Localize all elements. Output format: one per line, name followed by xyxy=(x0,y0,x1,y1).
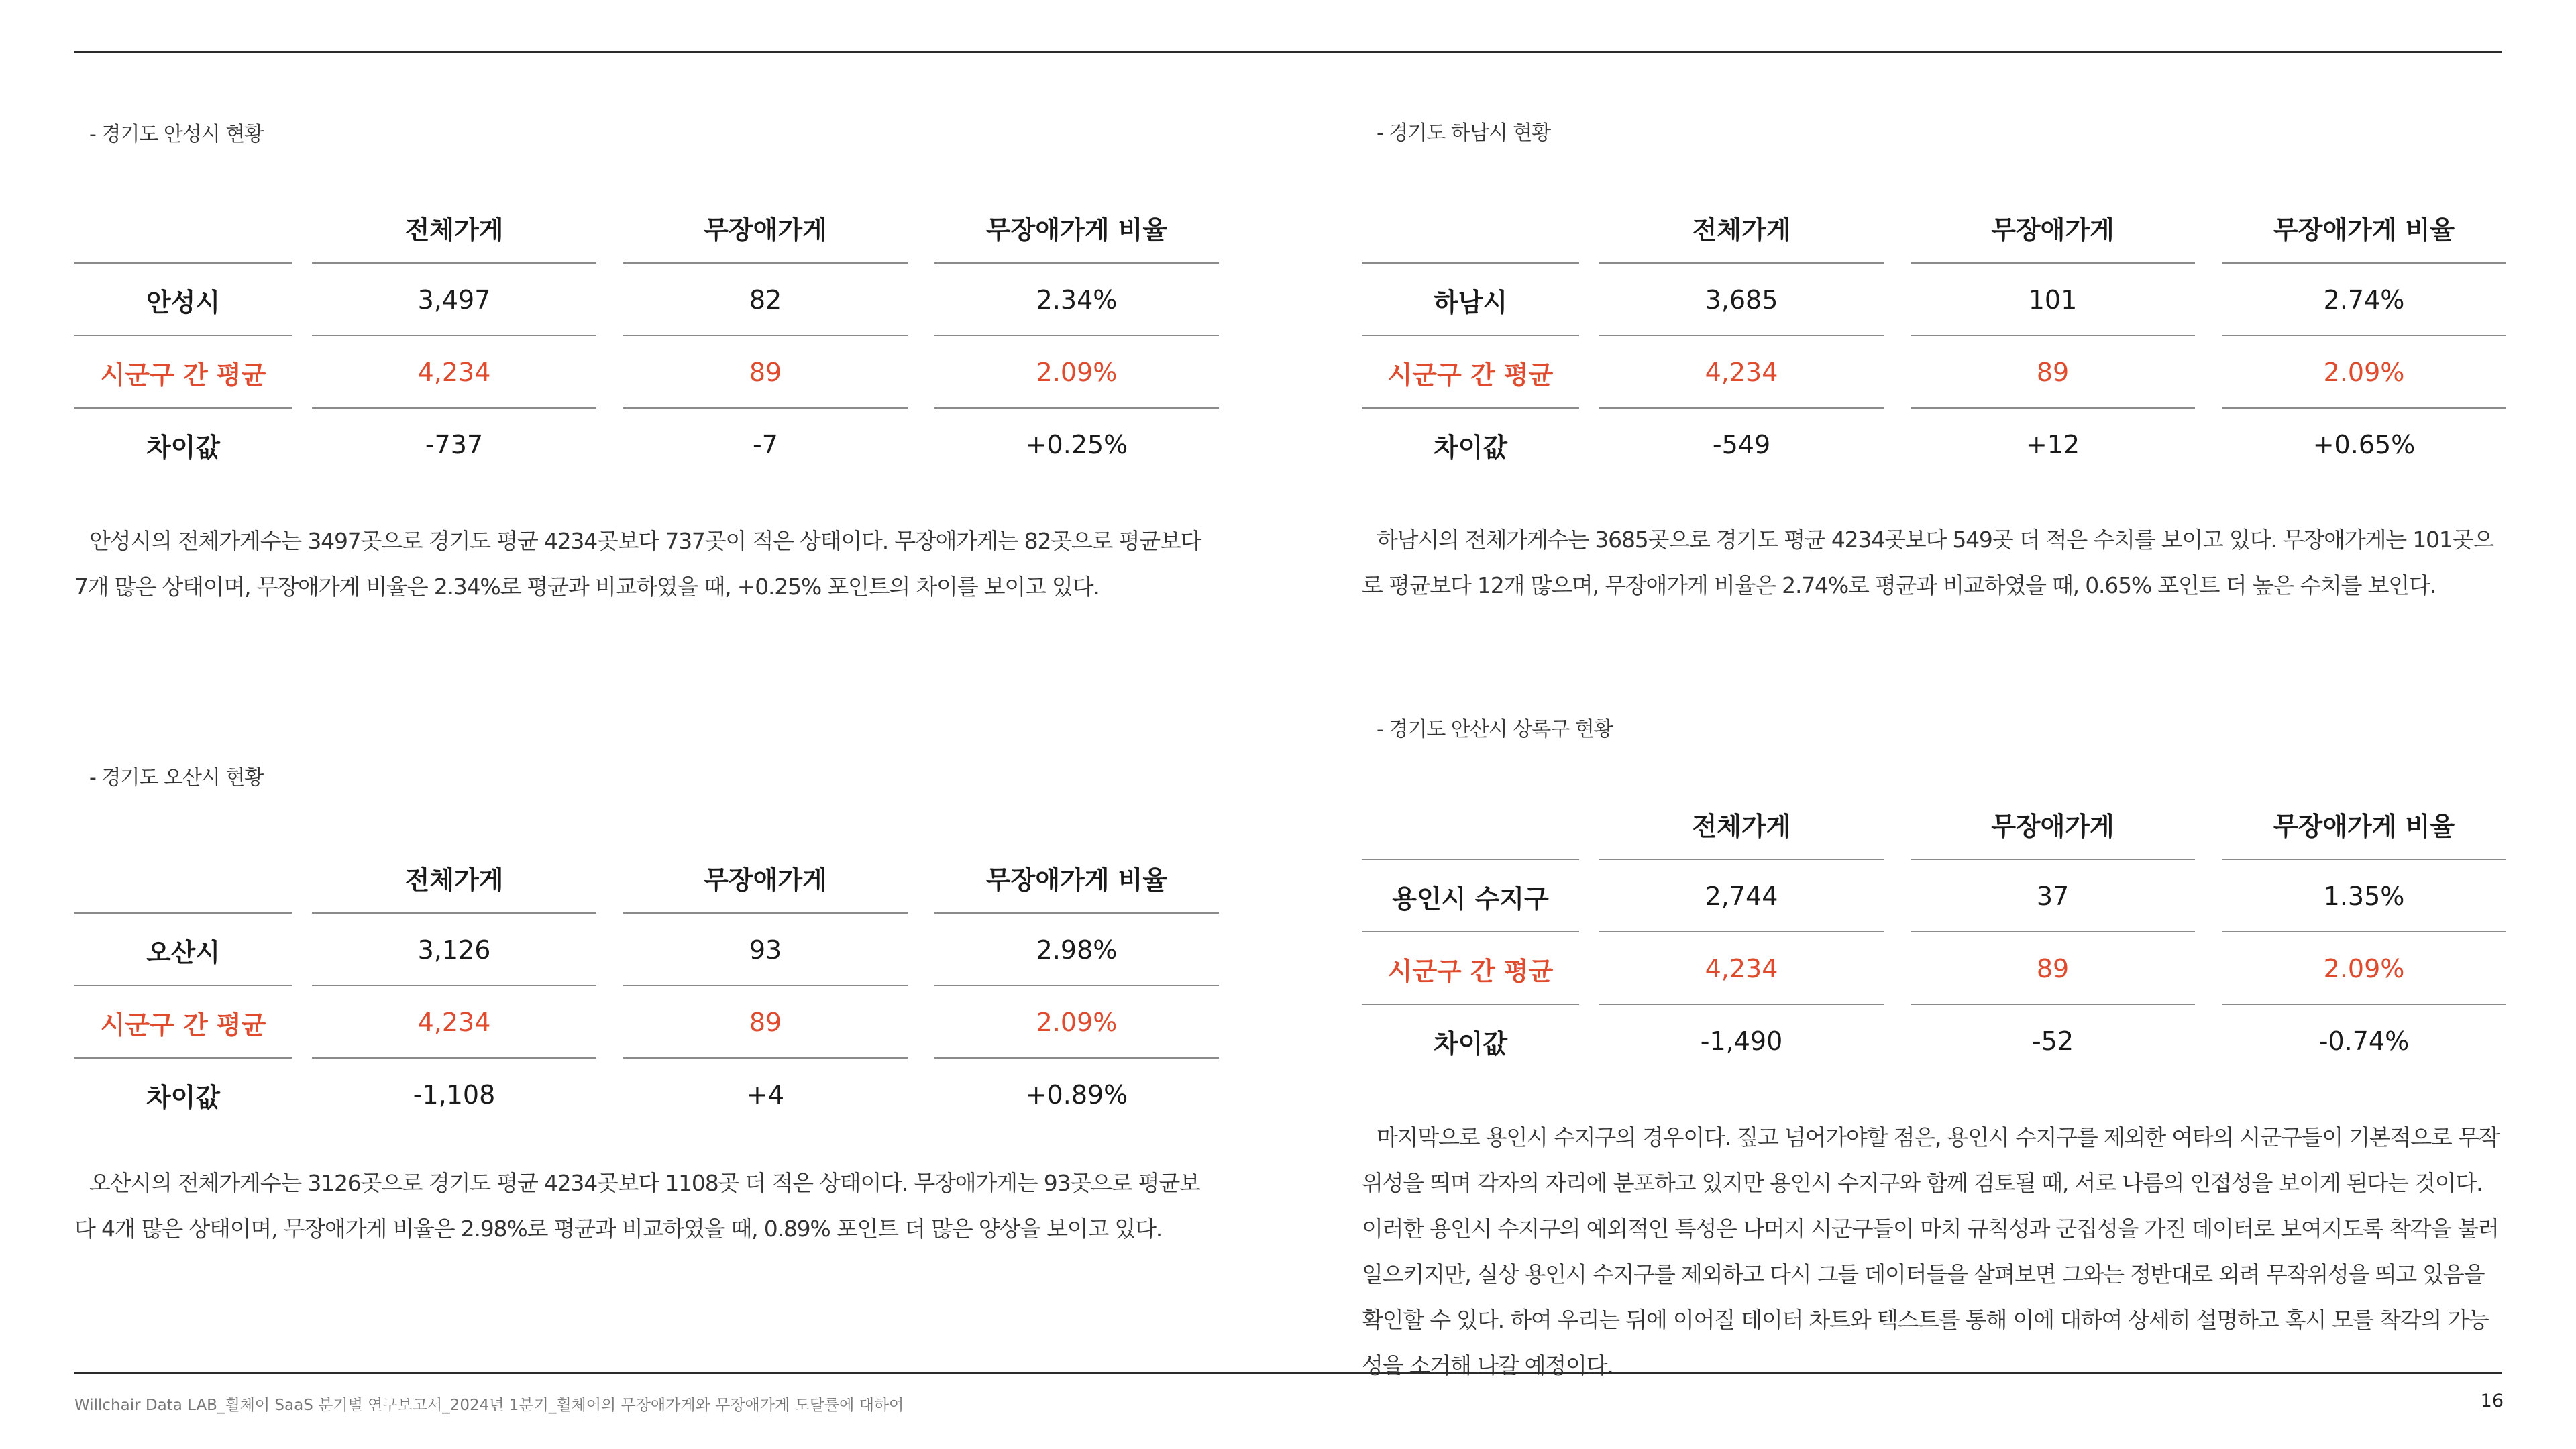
cell-ratio: 1.35% xyxy=(2323,881,2405,911)
row-label: 시군구 간 평균 xyxy=(1387,956,1554,986)
row-label: 시군구 간 평균 xyxy=(1387,360,1554,390)
cell-barrier-free: -52 xyxy=(2031,1026,2074,1056)
table-row-average xyxy=(74,336,1215,409)
cell-barrier-free: +4 xyxy=(746,1080,785,1110)
section-title: - 경기도 하남시 현황 xyxy=(1377,121,1551,145)
table-header-row xyxy=(74,841,1215,914)
row-label: 차이값 xyxy=(1433,432,1508,462)
row-label: 하남시 xyxy=(1433,287,1508,317)
cell-total: -549 xyxy=(1712,430,1771,460)
cell-total: 3,685 xyxy=(1705,285,1778,315)
cell-total: 2,744 xyxy=(1705,881,1778,911)
section-title: - 경기도 안성시 현황 xyxy=(89,123,264,146)
cell-barrier-free: 82 xyxy=(749,285,782,315)
row-label: 오산시 xyxy=(146,937,221,967)
table-row-region xyxy=(74,914,1215,986)
row-label: 시군구 간 평균 xyxy=(100,1010,266,1040)
header-barrier-free: 무장애가게 xyxy=(1991,811,2114,841)
table-row-average xyxy=(74,986,1215,1059)
header-total: 전체가게 xyxy=(1692,811,1791,841)
cell-ratio: +0.65% xyxy=(2312,430,2416,460)
cell-barrier-free: -7 xyxy=(753,430,778,460)
cell-ratio: 2.09% xyxy=(1036,1008,1118,1037)
table-header-row xyxy=(1362,788,2502,860)
header-total: 전체가게 xyxy=(1692,215,1791,245)
header-barrier-free: 무장애가게 xyxy=(704,865,827,895)
row-label: 용인시 수지구 xyxy=(1392,883,1549,914)
stats-table xyxy=(1362,788,2502,1077)
table-row-difference xyxy=(1362,409,2502,481)
table-row-average xyxy=(1362,932,2502,1005)
table-header-row xyxy=(1362,191,2502,264)
table-row-region xyxy=(1362,860,2502,932)
section-title: - 경기도 안산시 상록구 현황 xyxy=(1377,718,1613,741)
table-row-region xyxy=(74,264,1215,336)
table-row-difference xyxy=(74,409,1215,481)
cell-ratio: 2.09% xyxy=(1036,358,1118,387)
cell-barrier-free: +12 xyxy=(2025,430,2080,460)
section-paragraph: 안성시의 전체가게수는 3497곳으로 경기도 평균 4234곳보다 737곳이 적은 상태이다. 무장애가게는 82곳으로 평균보다 7개 많은 상태이며, 무장애가게 비율은 2.34%로 평균과 비교하였을 때, +0.25% 포인트의 차이를 보이고 있다. xyxy=(74,528,1201,600)
header-total: 전체가게 xyxy=(405,215,504,245)
cell-ratio: -0.74% xyxy=(2318,1026,2410,1056)
cell-barrier-free: 101 xyxy=(2028,285,2078,315)
table-header-row xyxy=(74,191,1215,264)
cell-total: 4,234 xyxy=(1705,954,1778,983)
cell-total: 3,497 xyxy=(417,285,491,315)
cell-barrier-free: 89 xyxy=(749,1008,782,1037)
section-title: - 경기도 오산시 현황 xyxy=(89,766,264,790)
cell-ratio: 2.09% xyxy=(2323,954,2405,983)
cell-total: -737 xyxy=(425,430,484,460)
header-ratio: 무장애가게 비율 xyxy=(2273,215,2455,245)
bottom-rule xyxy=(74,1372,2502,1374)
stats-table xyxy=(74,841,1215,1131)
page-number: 16 xyxy=(2480,1391,2504,1411)
section-paragraph: 오산시의 전체가게수는 3126곳으로 경기도 평균 4234곳보다 1108곳 더 적은 상태이다. 무장애가게는 93곳으로 평균보다 4개 많은 상태이며, 무장애가게 비율은 2.98%로 평균과 비교하였을 때, 0.89% 포인트 더 많은 양상을 보이고 있다. xyxy=(74,1170,1200,1242)
header-barrier-free: 무장애가게 xyxy=(1991,215,2114,245)
table-row-difference xyxy=(1362,1005,2502,1077)
stats-table xyxy=(74,191,1215,481)
cell-total: 3,126 xyxy=(417,935,491,965)
section-paragraph: 마지막으로 용인시 수지구의 경우이다. 짚고 넘어가야할 점은, 용인시 수지구를 제외한 여타의 시군구들이 기본적으로 무작위성을 띄며 각자의 자리에 분포하고 있지만 용인시 수지구와 함께 검토될 때, 서로 나름의 인접성을 보이게 된다는 것이다. 이러한 용인시 수지구의 예외적인 특성은 나머지 시군구들이 마치 규칙성과 군집성을 가진 데이터로 보여지도록 착각을 불러 일으키지만, 실상 용인시 수지구를 제외하고 다시 그들 데이터들을 살펴보면 그와는 정반대로 외려 무작위성을 띄고 있음을 확인할 수 있다. 하여 우리는 뒤에 이어질 데이터 차트와 텍스트를 통해 이에 대하여 상세히 설명하고 혹시 모를 착각의 가능성을 소거해 나갈 예정이다. xyxy=(1362,1124,2500,1379)
cell-total: 4,234 xyxy=(1705,358,1778,387)
cell-barrier-free: 89 xyxy=(2036,954,2070,983)
cell-ratio: +0.25% xyxy=(1025,430,1128,460)
row-label: 시군구 간 평균 xyxy=(100,360,266,390)
header-barrier-free: 무장애가게 xyxy=(704,215,827,245)
footer-text: Willchair Data LAB_휠체어 SaaS 분기별 연구보고서_2024년 1분기_휠체어의 무장애가게와 무장애가게 도달률에 대하여 xyxy=(74,1397,904,1414)
row-label: 차이값 xyxy=(146,432,221,462)
cell-barrier-free: 37 xyxy=(2036,881,2070,911)
row-label: 차이값 xyxy=(1433,1028,1508,1059)
cell-total: -1,108 xyxy=(413,1080,496,1110)
header-ratio: 무장애가게 비율 xyxy=(2273,811,2455,841)
row-label: 안성시 xyxy=(146,287,221,317)
header-ratio: 무장애가게 비율 xyxy=(985,215,1168,245)
top-rule xyxy=(74,51,2502,53)
section-paragraph: 하남시의 전체가게수는 3685곳으로 경기도 평균 4234곳보다 549곳 더 적은 수치를 보이고 있다. 무장애가게는 101곳으로 평균보다 12개 많으며, 무장애가게 비율은 2.74%로 평균과 비교하였을 때, 0.65% 포인트 더 높은 수치를 보인다. xyxy=(1362,527,2493,598)
cell-ratio: 2.74% xyxy=(2323,285,2405,315)
cell-barrier-free: 89 xyxy=(749,358,782,387)
cell-ratio: 2.98% xyxy=(1036,935,1118,965)
header-total: 전체가게 xyxy=(405,865,504,895)
cell-total: 4,234 xyxy=(417,358,491,387)
stats-table xyxy=(1362,191,2502,481)
row-label: 차이값 xyxy=(146,1082,221,1112)
cell-ratio: 2.34% xyxy=(1036,285,1118,315)
cell-ratio: 2.09% xyxy=(2323,358,2405,387)
cell-barrier-free: 93 xyxy=(749,935,782,965)
cell-ratio: +0.89% xyxy=(1025,1080,1128,1110)
header-ratio: 무장애가게 비율 xyxy=(985,865,1168,895)
table-row-region xyxy=(1362,264,2502,336)
cell-total: 4,234 xyxy=(417,1008,491,1037)
cell-total: -1,490 xyxy=(1700,1026,1783,1056)
table-row-difference xyxy=(74,1059,1215,1131)
cell-barrier-free: 89 xyxy=(2036,358,2070,387)
table-row-average xyxy=(1362,336,2502,409)
